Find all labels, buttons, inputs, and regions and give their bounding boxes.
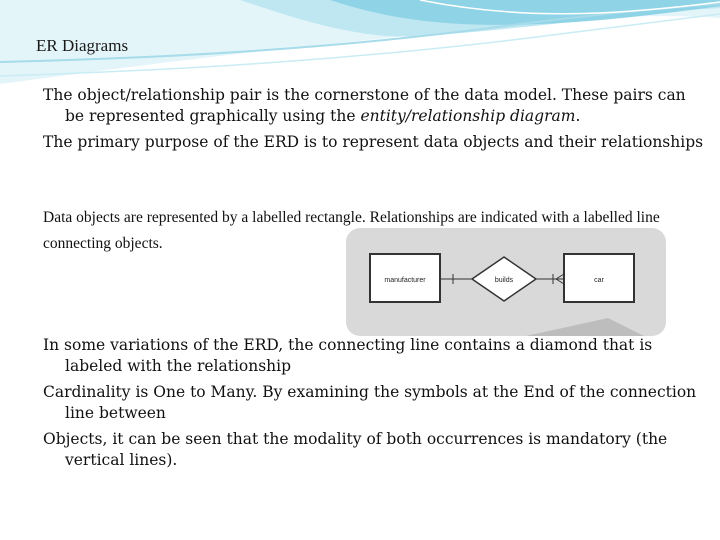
paragraph-er-pair: [43, 85, 705, 127]
paragraph-er-pair-text: The object/relationship pair is the cornerstone of the data model. These pairs can be represented graphically using the: [43, 86, 686, 125]
paragraph-erd-purpose: The primary purpose of the ERD is to represent data objects and their relationships: [43, 133, 704, 151]
entity-car-label: car: [594, 277, 604, 284]
er-diagram: [346, 228, 666, 336]
entity-manufacturer-label: manufacturer: [384, 277, 426, 284]
paragraph-cardinality: Cardinality is One to Many. By examining the symbols at the End of the connection line between: [43, 383, 697, 422]
relationship-label: builds: [494, 277, 514, 284]
paragraph-diamond-variation: In some variations of the ERD, the connecting line contains a diamond that is labeled with the relationship: [43, 336, 653, 375]
paragraph-er-pair-emphasis: entity/relationship diagram: [360, 107, 576, 125]
paragraph-data-objects: Data objects are represented by a labelled rectangle. Relationships are indicated with a labelled line connecting objects.: [43, 209, 660, 252]
slide-title: ER Diagrams: [36, 36, 129, 55]
paragraph-er-pair-end: .: [575, 107, 581, 125]
paragraph-modality: Objects, it can be seen that the modality of both occurrences is mandatory (the vertical lines).: [43, 430, 668, 469]
